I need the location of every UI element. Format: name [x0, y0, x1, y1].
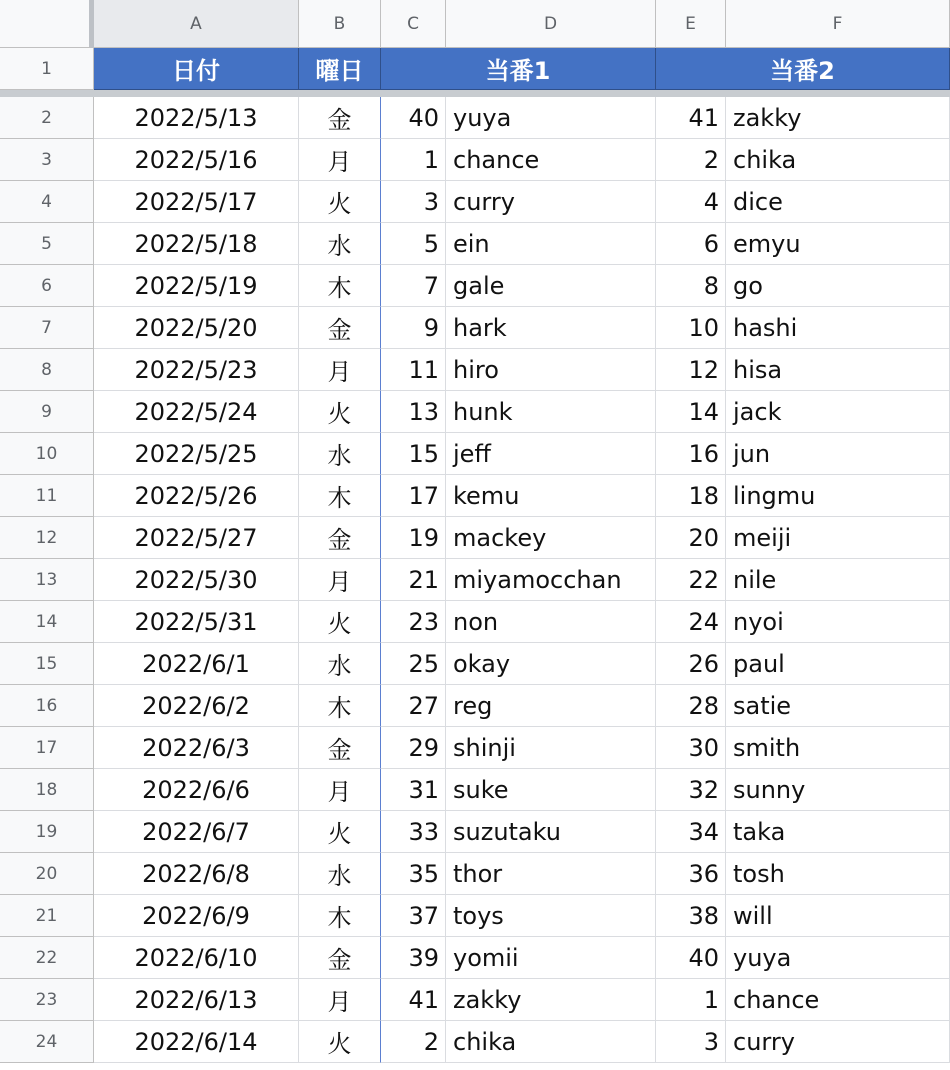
cell-duty1-name[interactable]: mackey [446, 517, 656, 559]
cell-duty1-number[interactable]: 7 [381, 265, 446, 307]
cell-duty1-name[interactable]: okay [446, 643, 656, 685]
cell-duty2-name[interactable]: yuya [726, 937, 950, 979]
cell-duty1-name[interactable]: hunk [446, 391, 656, 433]
row-header[interactable]: 7 [0, 307, 94, 349]
cell-duty1-name[interactable]: chika [446, 1021, 656, 1063]
column-header-d[interactable]: D [446, 0, 656, 48]
frozen-row-divider[interactable] [0, 90, 950, 97]
cell-weekday[interactable]: 水 [299, 853, 381, 895]
cell-date[interactable]: 2022/6/2 [94, 685, 299, 727]
row-header[interactable]: 16 [0, 685, 94, 727]
row-header[interactable]: 10 [0, 433, 94, 475]
cell-duty2-number[interactable]: 34 [656, 811, 726, 853]
cell-duty1-name[interactable]: suke [446, 769, 656, 811]
cell-duty1-name[interactable]: toys [446, 895, 656, 937]
cell-weekday[interactable]: 火 [299, 391, 381, 433]
cell-duty1-number[interactable]: 33 [381, 811, 446, 853]
cell-duty2-name[interactable]: jun [726, 433, 950, 475]
cell-weekday[interactable]: 水 [299, 433, 381, 475]
cell-duty1-number[interactable]: 15 [381, 433, 446, 475]
cell-duty2-name[interactable]: hisa [726, 349, 950, 391]
cell-duty2-name[interactable]: taka [726, 811, 950, 853]
cell-duty1-name[interactable]: miyamocchan [446, 559, 656, 601]
cell-duty2-number[interactable]: 6 [656, 223, 726, 265]
row-header[interactable]: 9 [0, 391, 94, 433]
cell-duty2-number[interactable]: 18 [656, 475, 726, 517]
row-header[interactable]: 17 [0, 727, 94, 769]
cell-duty1-number[interactable]: 1 [381, 139, 446, 181]
cell-duty1-number[interactable]: 37 [381, 895, 446, 937]
cell-date[interactable]: 2022/5/26 [94, 475, 299, 517]
cell-weekday[interactable]: 火 [299, 181, 381, 223]
cell-duty2-name[interactable]: will [726, 895, 950, 937]
row-header[interactable]: 13 [0, 559, 94, 601]
cell-duty2-name[interactable]: go [726, 265, 950, 307]
cell-duty1-number[interactable]: 11 [381, 349, 446, 391]
row-header[interactable]: 21 [0, 895, 94, 937]
header-cell-duty2[interactable]: 当番2 [656, 48, 950, 90]
cell-duty1-number[interactable]: 3 [381, 181, 446, 223]
cell-weekday[interactable]: 月 [299, 139, 381, 181]
cell-duty2-number[interactable]: 1 [656, 979, 726, 1021]
cell-duty2-number[interactable]: 14 [656, 391, 726, 433]
cell-date[interactable]: 2022/5/27 [94, 517, 299, 559]
cell-date[interactable]: 2022/6/14 [94, 1021, 299, 1063]
cell-duty1-name[interactable]: thor [446, 853, 656, 895]
column-header-c[interactable]: C [381, 0, 446, 48]
cell-duty1-name[interactable]: shinji [446, 727, 656, 769]
cell-weekday[interactable]: 金 [299, 97, 381, 139]
cell-duty1-number[interactable]: 19 [381, 517, 446, 559]
cell-date[interactable]: 2022/6/1 [94, 643, 299, 685]
cell-duty2-number[interactable]: 26 [656, 643, 726, 685]
cell-duty1-number[interactable]: 21 [381, 559, 446, 601]
cell-duty2-number[interactable]: 40 [656, 937, 726, 979]
cell-date[interactable]: 2022/5/24 [94, 391, 299, 433]
row-header[interactable]: 18 [0, 769, 94, 811]
cell-date[interactable]: 2022/6/8 [94, 853, 299, 895]
cell-weekday[interactable]: 金 [299, 517, 381, 559]
row-header[interactable]: 12 [0, 517, 94, 559]
cell-duty2-name[interactable]: satie [726, 685, 950, 727]
cell-duty2-number[interactable]: 2 [656, 139, 726, 181]
cell-duty2-number[interactable]: 20 [656, 517, 726, 559]
cell-duty1-name[interactable]: jeff [446, 433, 656, 475]
row-header[interactable]: 8 [0, 349, 94, 391]
row-header[interactable]: 23 [0, 979, 94, 1021]
cell-duty1-number[interactable]: 27 [381, 685, 446, 727]
cell-duty1-name[interactable]: chance [446, 139, 656, 181]
cell-date[interactable]: 2022/6/7 [94, 811, 299, 853]
cell-duty1-name[interactable]: yuya [446, 97, 656, 139]
cell-weekday[interactable]: 木 [299, 475, 381, 517]
header-cell-date[interactable]: 日付 [94, 48, 299, 90]
row-header-1[interactable]: 1 [0, 48, 94, 90]
cell-date[interactable]: 2022/6/10 [94, 937, 299, 979]
cell-duty2-name[interactable]: smith [726, 727, 950, 769]
cell-date[interactable]: 2022/5/20 [94, 307, 299, 349]
cell-date[interactable]: 2022/5/19 [94, 265, 299, 307]
cell-duty2-name[interactable]: hashi [726, 307, 950, 349]
cell-date[interactable]: 2022/6/3 [94, 727, 299, 769]
cell-duty1-number[interactable]: 23 [381, 601, 446, 643]
select-all-corner[interactable] [0, 0, 94, 48]
cell-date[interactable]: 2022/5/30 [94, 559, 299, 601]
header-cell-weekday[interactable]: 曜日 [299, 48, 381, 90]
cell-duty2-number[interactable]: 8 [656, 265, 726, 307]
cell-duty1-name[interactable]: curry [446, 181, 656, 223]
column-header-b[interactable]: B [299, 0, 381, 48]
cell-duty2-name[interactable]: curry [726, 1021, 950, 1063]
cell-duty2-name[interactable]: lingmu [726, 475, 950, 517]
cell-duty2-name[interactable]: paul [726, 643, 950, 685]
cell-weekday[interactable]: 木 [299, 685, 381, 727]
cell-duty1-number[interactable]: 41 [381, 979, 446, 1021]
cell-date[interactable]: 2022/5/13 [94, 97, 299, 139]
cell-duty2-number[interactable]: 30 [656, 727, 726, 769]
cell-duty1-number[interactable]: 35 [381, 853, 446, 895]
row-header[interactable]: 22 [0, 937, 94, 979]
row-header[interactable]: 19 [0, 811, 94, 853]
cell-duty2-name[interactable]: sunny [726, 769, 950, 811]
cell-duty2-name[interactable]: nyoi [726, 601, 950, 643]
cell-duty2-name[interactable]: chance [726, 979, 950, 1021]
cell-weekday[interactable]: 月 [299, 349, 381, 391]
cell-duty2-number[interactable]: 32 [656, 769, 726, 811]
row-header[interactable]: 14 [0, 601, 94, 643]
cell-duty2-number[interactable]: 24 [656, 601, 726, 643]
cell-weekday[interactable]: 水 [299, 223, 381, 265]
cell-duty1-name[interactable]: zakky [446, 979, 656, 1021]
cell-duty1-name[interactable]: yomii [446, 937, 656, 979]
cell-duty2-name[interactable]: emyu [726, 223, 950, 265]
cell-weekday[interactable]: 月 [299, 559, 381, 601]
cell-date[interactable]: 2022/5/18 [94, 223, 299, 265]
cell-duty2-name[interactable]: chika [726, 139, 950, 181]
cell-duty1-name[interactable]: kemu [446, 475, 656, 517]
cell-duty1-name[interactable]: hark [446, 307, 656, 349]
cell-date[interactable]: 2022/6/9 [94, 895, 299, 937]
cell-date[interactable]: 2022/5/25 [94, 433, 299, 475]
cell-weekday[interactable]: 火 [299, 601, 381, 643]
cell-duty2-number[interactable]: 36 [656, 853, 726, 895]
row-header[interactable]: 24 [0, 1021, 94, 1063]
cell-duty2-number[interactable]: 16 [656, 433, 726, 475]
cell-duty2-number[interactable]: 41 [656, 97, 726, 139]
cell-duty2-name[interactable]: meiji [726, 517, 950, 559]
cell-duty2-number[interactable]: 38 [656, 895, 726, 937]
cell-duty1-name[interactable]: non [446, 601, 656, 643]
cell-date[interactable]: 2022/5/16 [94, 139, 299, 181]
cell-duty2-number[interactable]: 22 [656, 559, 726, 601]
row-header[interactable]: 2 [0, 97, 94, 139]
cell-duty2-name[interactable]: dice [726, 181, 950, 223]
column-header-a[interactable]: A [94, 0, 299, 48]
cell-duty1-number[interactable]: 17 [381, 475, 446, 517]
cell-date[interactable]: 2022/5/23 [94, 349, 299, 391]
row-header[interactable]: 11 [0, 475, 94, 517]
cell-date[interactable]: 2022/6/6 [94, 769, 299, 811]
cell-duty1-number[interactable]: 25 [381, 643, 446, 685]
cell-weekday[interactable]: 金 [299, 307, 381, 349]
row-header[interactable]: 5 [0, 223, 94, 265]
column-header-f[interactable]: F [726, 0, 950, 48]
row-header[interactable]: 4 [0, 181, 94, 223]
cell-duty2-number[interactable]: 4 [656, 181, 726, 223]
cell-duty2-name[interactable]: tosh [726, 853, 950, 895]
cell-duty2-number[interactable]: 28 [656, 685, 726, 727]
cell-duty1-number[interactable]: 5 [381, 223, 446, 265]
cell-duty2-number[interactable]: 10 [656, 307, 726, 349]
cell-weekday[interactable]: 火 [299, 811, 381, 853]
row-header[interactable]: 6 [0, 265, 94, 307]
cell-duty1-number[interactable]: 29 [381, 727, 446, 769]
cell-duty1-number[interactable]: 2 [381, 1021, 446, 1063]
cell-duty2-name[interactable]: nile [726, 559, 950, 601]
column-header-e[interactable]: E [656, 0, 726, 48]
cell-duty1-number[interactable]: 39 [381, 937, 446, 979]
cell-duty1-name[interactable]: gale [446, 265, 656, 307]
row-header[interactable]: 3 [0, 139, 94, 181]
cell-weekday[interactable]: 水 [299, 643, 381, 685]
cell-duty1-number[interactable]: 31 [381, 769, 446, 811]
cell-duty1-name[interactable]: reg [446, 685, 656, 727]
cell-duty1-number[interactable]: 40 [381, 97, 446, 139]
cell-duty2-name[interactable]: jack [726, 391, 950, 433]
cell-weekday[interactable]: 金 [299, 727, 381, 769]
cell-duty1-name[interactable]: ein [446, 223, 656, 265]
cell-weekday[interactable]: 金 [299, 937, 381, 979]
row-header[interactable]: 15 [0, 643, 94, 685]
cell-date[interactable]: 2022/6/13 [94, 979, 299, 1021]
header-cell-duty1[interactable]: 当番1 [381, 48, 656, 90]
row-header[interactable]: 20 [0, 853, 94, 895]
cell-weekday[interactable]: 月 [299, 769, 381, 811]
cell-duty2-number[interactable]: 12 [656, 349, 726, 391]
cell-duty2-number[interactable]: 3 [656, 1021, 726, 1063]
cell-weekday[interactable]: 木 [299, 895, 381, 937]
cell-weekday[interactable]: 木 [299, 265, 381, 307]
cell-duty2-name[interactable]: zakky [726, 97, 950, 139]
cell-weekday[interactable]: 火 [299, 1021, 381, 1063]
cell-duty1-name[interactable]: suzutaku [446, 811, 656, 853]
cell-duty1-name[interactable]: hiro [446, 349, 656, 391]
cell-duty1-number[interactable]: 9 [381, 307, 446, 349]
cell-weekday[interactable]: 月 [299, 979, 381, 1021]
cell-date[interactable]: 2022/5/31 [94, 601, 299, 643]
cell-date[interactable]: 2022/5/17 [94, 181, 299, 223]
cell-duty1-number[interactable]: 13 [381, 391, 446, 433]
